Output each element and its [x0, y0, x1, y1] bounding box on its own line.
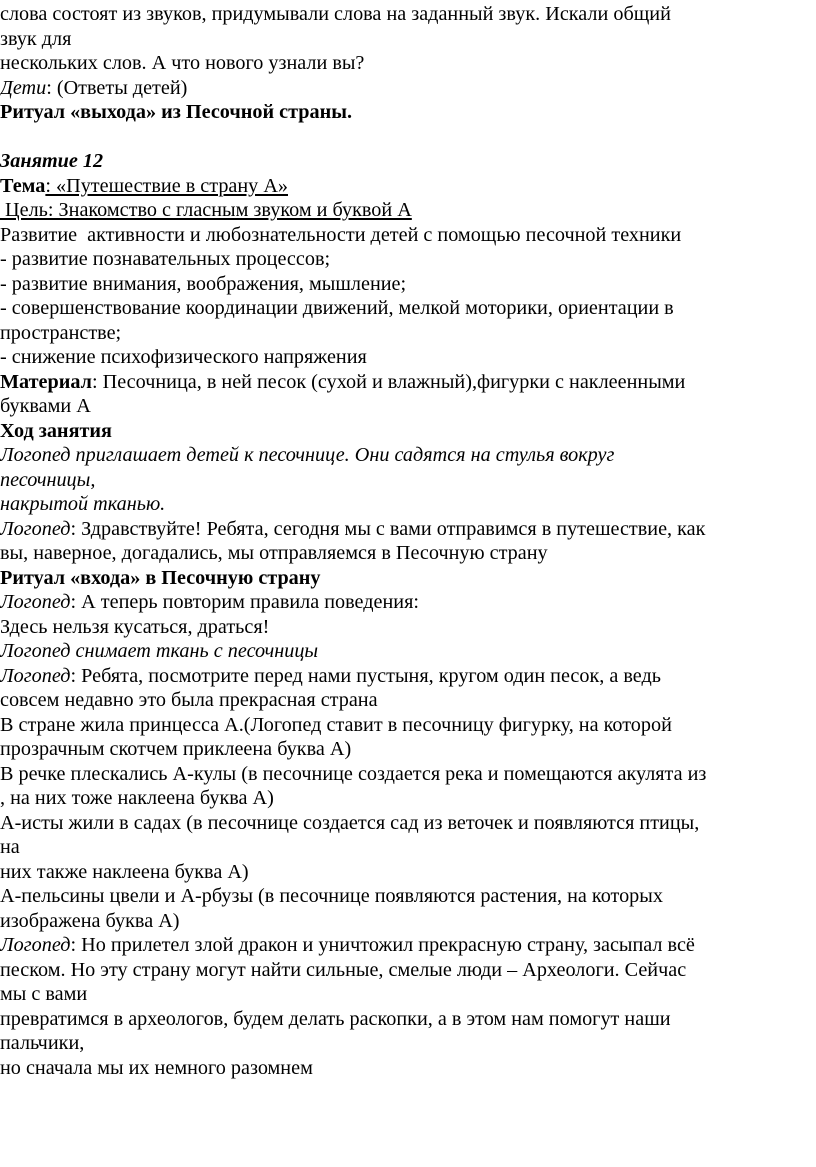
stage-direction: песочницы,	[0, 468, 96, 491]
text-line: - снижение психофизического напряжения	[0, 346, 367, 368]
text-line: - развитие познавательных процессов;	[0, 248, 331, 270]
text-line: них также наклеена буква А)	[0, 860, 249, 883]
section-heading: Ритуал «выхода» из Песочной страны.	[0, 101, 353, 123]
text-line: прозрачным скотчем приклеена буква А)	[0, 738, 352, 760]
speaker-text: : Ребята, посмотрите перед нами пустыня, кругом один песок, а ведь	[70, 664, 661, 687]
text-line: вы, наверное, догадались, мы отправляемся в Песочную страну	[0, 542, 548, 564]
text-line: на	[0, 836, 20, 858]
text-line: мы с вами	[0, 983, 88, 1005]
text-line	[0, 76, 816, 101]
text-line	[0, 590, 816, 615]
text-line: но сначала мы их немного разомнем	[0, 1056, 313, 1079]
speaker-label: Логопед	[0, 664, 71, 687]
speaker-label: Логопед	[0, 517, 71, 540]
topic-label: Тема	[0, 174, 46, 197]
text-line: буквами А	[0, 395, 91, 417]
text-line: В речке плескались А-кулы (в песочнице создается река и помещаются акулята из	[0, 762, 707, 785]
text-line	[0, 370, 816, 395]
speaker-text: : Но прилетел злой дракон и уничтожил прекрасную страну, засыпал всё	[70, 934, 695, 956]
lesson-title: Занятие 12	[0, 150, 104, 172]
text-line: песком. Но эту страну могут найти сильные, смелые люди – Археологи. Сейчас	[0, 958, 687, 981]
text-line: Здесь нельзя кусаться, драться!	[0, 615, 270, 638]
text-line: превратимся в археологов, будем делать раскопки, а в этом нам помогут наши	[0, 1007, 671, 1030]
text-line: Развитие активности и любознательности детей с помощью песочной техники	[0, 223, 682, 246]
text-line: А-пельсины цвели и А-рбузы (в песочнице появляются растения, на которых	[0, 885, 663, 907]
text-line: слова состоят из звуков, придумывали слова на заданный звук. Искали общий	[0, 3, 671, 25]
speaker-text: : А теперь повторим правила поведения:	[70, 591, 419, 613]
material-label: Материал	[0, 370, 92, 393]
speaker-text: : (Ответы детей)	[46, 76, 188, 99]
material-text: : Песочница, в ней песок (сухой и влажный),фигурки с наклеенными	[91, 370, 686, 393]
text-line: пальчики,	[0, 1032, 85, 1054]
text-line: - совершенствование координации движений, мелкой моторики, ориентации в	[0, 297, 674, 319]
topic-text: : «Путешествие в страну А»	[45, 174, 288, 197]
blank-line	[0, 125, 816, 150]
text-line	[0, 933, 816, 958]
text-line: совсем недавно это была прекрасная страна	[0, 689, 378, 711]
speaker-label: Логопед	[0, 934, 71, 956]
speaker-label: Логопед	[0, 591, 71, 613]
text-line	[0, 174, 816, 199]
text-line: звук для	[0, 27, 72, 50]
stage-direction: Логопед приглашает детей к песочнице. Они садятся на стулья вокруг	[0, 444, 615, 466]
text-line: изображена буква А)	[0, 909, 180, 932]
text-line: А-исты жили в садах (в песочнице создается сад из веточек и появляются птицы,	[0, 811, 700, 834]
text-line: - развитие внимания, воображения, мышление;	[0, 272, 407, 295]
text-line: нескольких слов. А что нового узнали вы?	[0, 52, 365, 74]
goal-line: Цель: Знакомство с гласным звуком и буквой А	[0, 199, 412, 221]
stage-direction: Логопед снимает ткань с песочницы	[0, 640, 319, 662]
text-line	[0, 664, 816, 689]
speaker-text: : Здравствуйте! Ребята, сегодня мы с вами отправимся в путешествие, как	[70, 517, 706, 540]
text-line: пространстве;	[0, 321, 122, 344]
text-line: , на них тоже наклеена буква А)	[0, 787, 274, 809]
section-heading: Ритуал «входа» в Песочную страну	[0, 566, 321, 589]
stage-direction: накрытой тканью.	[0, 493, 166, 515]
section-heading: Ход занятия	[0, 419, 112, 442]
text-line: В стране жила принцесса А.(Логопед ставит в песочницу фигурку, на которой	[0, 713, 672, 736]
text-line	[0, 517, 816, 542]
speaker-label: Дети	[0, 76, 47, 99]
